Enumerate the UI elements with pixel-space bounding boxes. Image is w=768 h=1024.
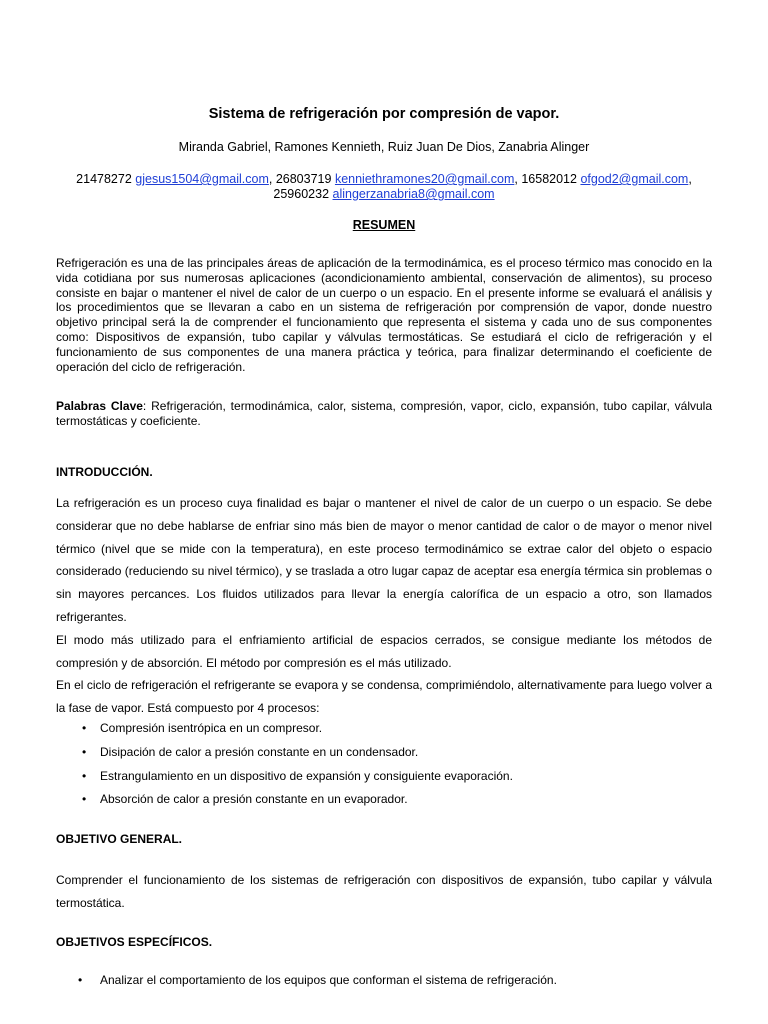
section-heading-specific-objectives: OBJETIVOS ESPECÍFICOS. (56, 935, 213, 949)
abstract-text: Refrigeración es una de las principales áreas de aplicación de la termodinámica, es el proceso térmico mas conocido en la vida cotidiana por sus numerosas aplicaciones (acondicionamiento ambiental, conservación de alimentos), su proceso consiste en bajar o mantener el nivel de calor de un cuerpo o un espacio. En el presente informe se evaluará el análisis y los procedimientos que se llevaran a cabo en un sistema de refrigeración por comprensión de vapor, donde nuestro objetivo principal será la de comprender el funcionamiento que representa el sistema y cada uno de sus componentes como: Dispositivos de expansión, tubo capilar y válvulas termostáticas. Se estudiará el ciclo de refrigeración y el funcionamiento de sus componentes de una manera práctica y teórica, para finalizar determinando el coeficiente de operación del ciclo de refrigeración. (56, 256, 712, 374)
keywords (56, 399, 712, 429)
paragraph: El modo más utilizado para el enfriamiento artificial de espacios cerrados, se consigue mediante los métodos de compresión y de absorción. El método por compresión es el más utilizado. (56, 632, 712, 670)
separator: , (514, 172, 522, 186)
abstract-heading: RESUMEN (352, 218, 416, 232)
introduction-body (56, 492, 712, 720)
list-item: • Estrangulamiento en un dispositivo de expansión y consiguiente evaporación. (82, 765, 513, 789)
email-link[interactable]: ofgod2@gmail.com (580, 172, 689, 186)
email-link[interactable]: kenniethramones20@gmail.com (334, 172, 515, 186)
separator: , (268, 172, 276, 186)
section-heading-introduction: INTRODUCCIÓN. (56, 465, 153, 479)
process-list (82, 717, 513, 812)
keywords-label: Palabras Clave (56, 399, 143, 413)
list-item: • Absorción de calor a presión constante en un evaporador. (82, 788, 513, 812)
contact-line (56, 172, 712, 202)
list-item: • Analizar el comportamiento de los equipos que conforman el sistema de refrigeración. (78, 973, 557, 987)
contact-id: 25960232 (273, 187, 330, 201)
separator: , (688, 172, 692, 186)
list-item: • Compresión isentrópica en un compresor. (82, 717, 513, 741)
general-objective-text: Comprender el funcionamiento de los sistemas de refrigeración con dispositivos de expansión, tubo capilar y válvula termostática. (56, 873, 712, 910)
specific-objectives-list (78, 973, 557, 987)
paper-title: Sistema de refrigeración por compresión de vapor. (208, 106, 560, 122)
email-link[interactable]: alingerzanabria8@gmail.com (332, 187, 495, 201)
contact-id: 26803719 (275, 172, 332, 186)
paragraph: La refrigeración es un proceso cuya finalidad es bajar o mantener el nivel de calor de un cuerpo o un espacio. Se debe considerar que no debe hablarse de enfriar sino más bien de mayor o menor cantidad de calor o de mayor o menor nivel térmico (nivel que se mide con la temperatura), en este proceso termodinámico se extrae calor del objeto o espacio considerado (reduciendo su nivel térmico), y se traslada a otro lugar capaz de aceptar esa energía térmica sin problemas o sin mayores percances. Los fluidos utilizados para llevar la energía calorífica de un espacio a otro, son llamados refrigerantes. (56, 496, 712, 624)
email-link[interactable]: gjesus1504@gmail.com (135, 172, 269, 186)
author-list: Miranda Gabriel, Ramones Kennieth, Ruiz Juan De Dios, Zanabria Alinger (178, 140, 590, 154)
contact-id: 21478272 (76, 172, 132, 186)
paragraph: En el ciclo de refrigeración el refrigerante se evapora y se condensa, comprimiéndolo, alternativamente para luego volver a la fase de vapor. Está compuesto por 4 procesos: (56, 678, 712, 716)
keywords-text: : Refrigeración, termodinámica, calor, sistema, compresión, vapor, ciclo, expansión, tubo capilar, válvula termostáticas y coeficiente. (56, 399, 713, 428)
section-heading-general-objective: OBJETIVO GENERAL. (56, 832, 183, 846)
list-item: • Disipación de calor a presión constante en un condensador. (82, 741, 513, 765)
contact-id: 16582012 (521, 172, 577, 186)
